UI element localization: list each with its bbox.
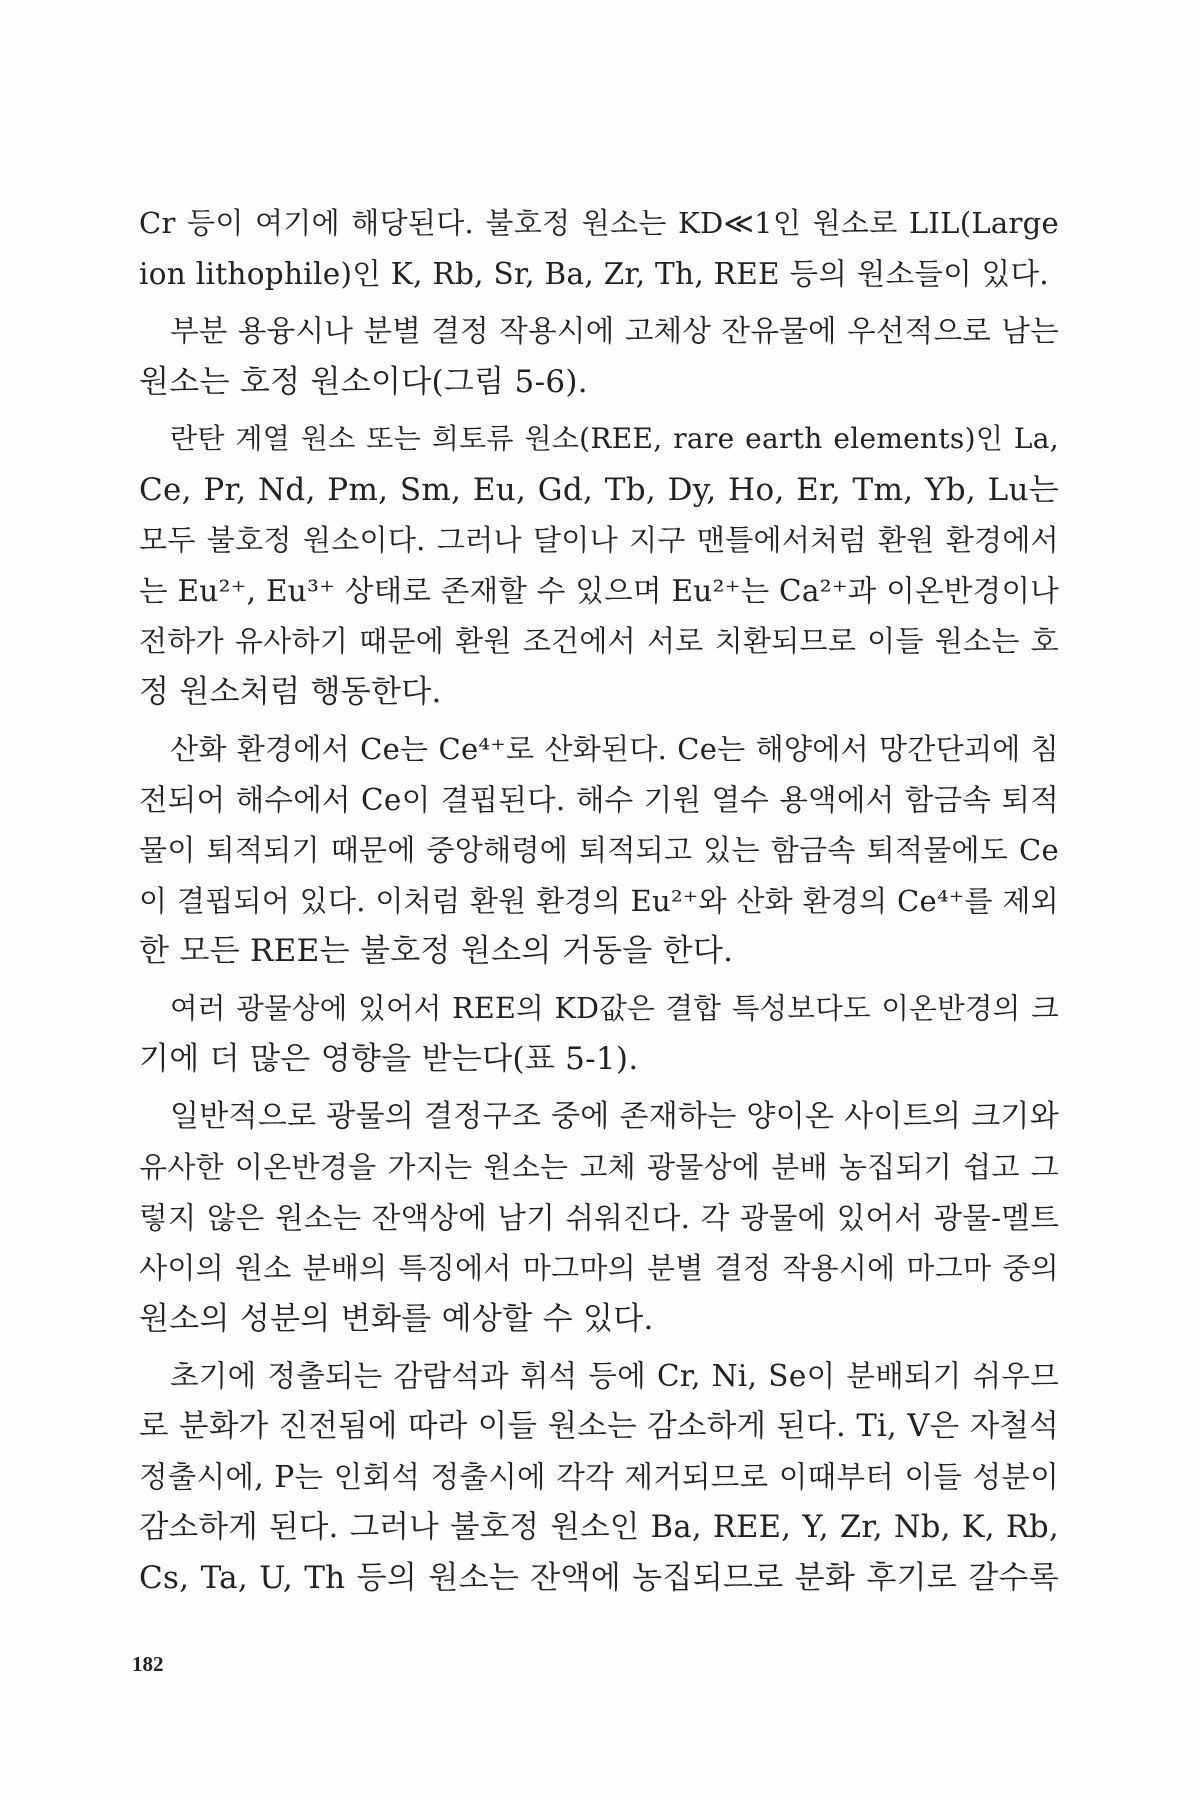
text-line: 부분 용융시나 분별 결정 작용시에 고체상 잔유물에 우선적으로 남는 (170, 314, 1059, 348)
text-line: 여러 광물상에 있어서 REE의 KD값은 결합 특성보다도 이온반경의 크 (170, 991, 1059, 1025)
text-line: 정 원소처럼 행동한다. (139, 673, 442, 710)
text-line: 전하가 유사하기 때문에 환원 조건에서 서로 치환되므로 이들 원소는 호 (139, 624, 1059, 658)
text-line: 산화 환경에서 Ce는 Ce⁴⁺로 산화된다. Ce는 해양에서 망간단괴에 침 (170, 732, 1059, 766)
text-line: 렇지 않은 원소는 잔액상에 남기 쉬워진다. 각 광물에 있어서 광물-멜트 (139, 1200, 1059, 1235)
text-line: 정출시에, P는 인회석 정출시에 각각 제거되므로 이때부터 이들 성분이 (139, 1460, 1059, 1494)
paragraph (139, 198, 1059, 299)
paragraph (139, 306, 1059, 407)
paragraph (139, 724, 1059, 977)
text-line: 일반적으로 광물의 결정구조 중에 존재하는 양이온 사이트의 크기와 (170, 1098, 1059, 1134)
paragraph (139, 984, 1059, 1085)
page-number: 182 (132, 1652, 164, 1676)
text-line: 는 Eu²⁺, Eu³⁺ 상태로 존재할 수 있으며 Eu²⁺는 Ca²⁺과 이온반경이나 (139, 573, 1060, 608)
text-line: Cs, Ta, U, Th 등의 원소는 잔액에 농집되므로 분화 후기로 갈수록 (139, 1560, 1059, 1596)
text-line: 초기에 정출되는 감람석과 휘석 등에 Cr, Ni, Se이 분배되기 쉬우므 (170, 1359, 1059, 1393)
text-line: 물이 퇴적되기 때문에 중앙해령에 퇴적되고 있는 함금속 퇴적물에도 Ce (139, 833, 1059, 867)
paragraph (139, 1351, 1059, 1604)
text-line: 전되어 해수에서 Ce이 결핍된다. 해수 기원 열수 용액에서 함금속 퇴적 (139, 782, 1059, 817)
text-line: 원소는 호정 원소이다(그림 5-6). (139, 363, 588, 400)
text-line: 유사한 이온반경을 가지는 원소는 고체 광물상에 분배 농집되기 쉽고 그 (139, 1150, 1059, 1184)
text-line: Ce, Pr, Nd, Pm, Sm, Eu, Gd, Tb, Dy, Ho, Er, Tm, Yb, Lu는 (139, 471, 1059, 508)
paragraph (139, 1092, 1059, 1345)
body-text (139, 198, 1059, 1611)
text-line: 원소의 성분의 변화를 예상할 수 있다. (139, 1300, 654, 1337)
text-line: 사이의 원소 분배의 특징에서 마그마의 분별 결정 작용시에 마그마 중의 (139, 1251, 1059, 1285)
text-line: ion lithophile)인 K, Rb, Sr, Ba, Zr, Th, REE 등의 원소들이 있다. (139, 256, 1049, 291)
text-line: 란탄 계열 원소 또는 희토류 원소(REE, rare earth elements)인 La, (170, 422, 1059, 455)
text-line: Cr 등이 여기에 해당된다. 불호정 원소는 KD≪1인 원소로 LIL(Large (139, 206, 1059, 240)
text-line: 로 분화가 진전됨에 따라 이들 원소는 감소하게 된다. Ti, V은 자철석 (139, 1408, 1059, 1444)
paragraph (139, 414, 1059, 717)
text-line: 기에 더 많은 영향을 받는다(표 5-1). (139, 1041, 639, 1077)
text-line: 이 결핍되어 있다. 이처럼 환원 환경의 Eu²⁺와 산화 환경의 Ce⁴⁺를 제외 (139, 883, 1059, 918)
text-line: 한 모든 REE는 불호정 원소의 거동을 한다. (139, 933, 734, 969)
text-line: 감소하게 된다. 그러나 불호정 원소인 Ba, REE, Y, Zr, Nb, K, Rb, (139, 1509, 1059, 1545)
text-line: 모두 불호정 원소이다. 그러나 달이나 지구 맨틀에서처럼 환원 환경에서 (139, 523, 1059, 557)
